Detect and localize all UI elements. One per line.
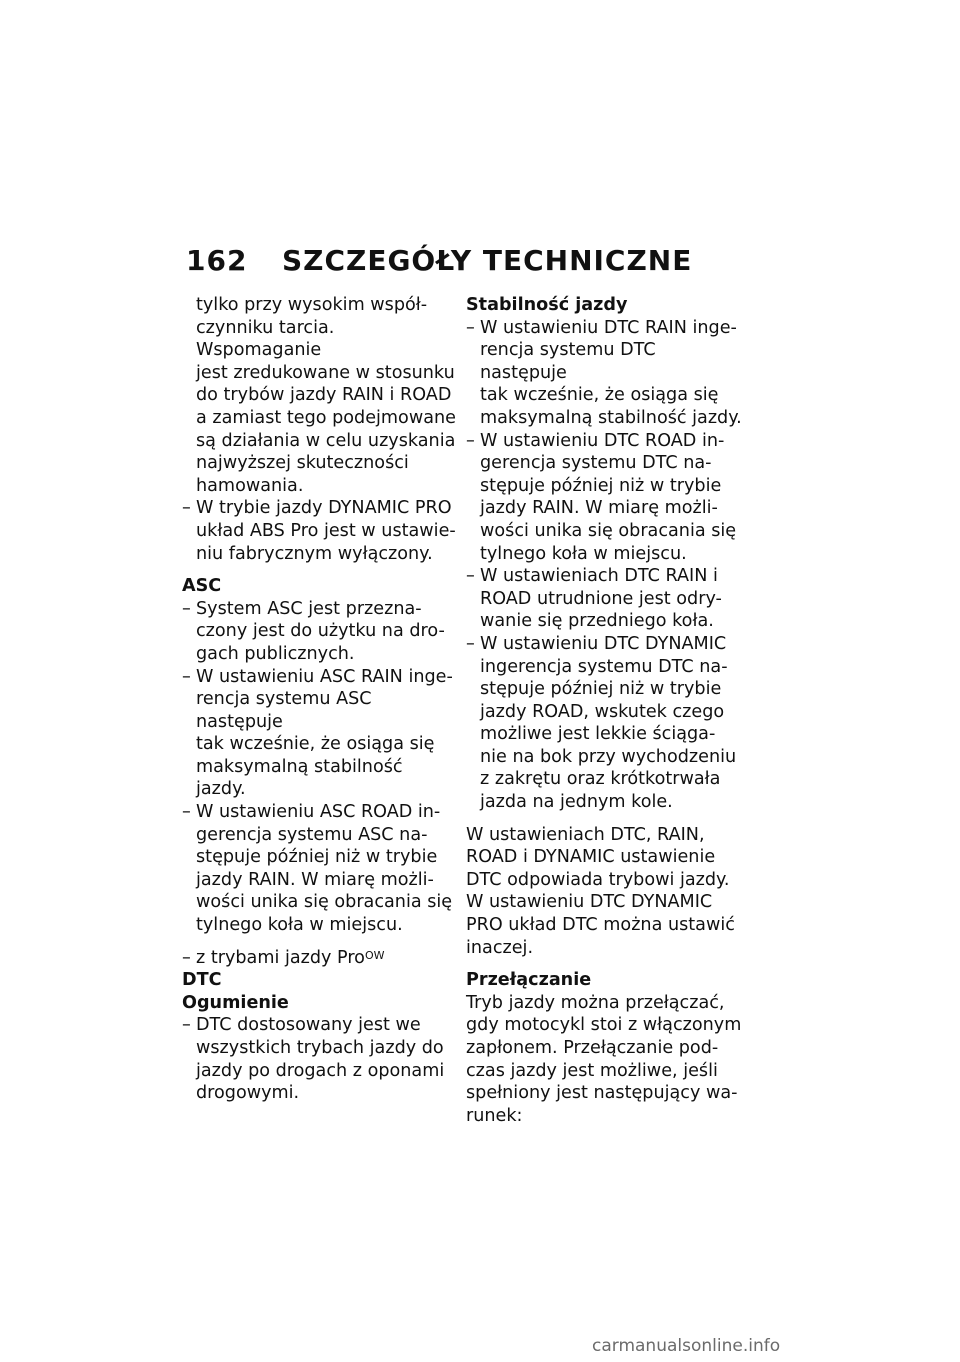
- text-line: spełniony jest następujący wa-: [466, 1083, 738, 1104]
- bullet-dash: –: [466, 317, 475, 338]
- text-line: jazdy RAIN. W miarę możli-: [196, 869, 434, 890]
- text-line: z zakrętu oraz krótkotrwała: [480, 769, 721, 790]
- list-item: [466, 565, 742, 633]
- paragraph-switching: [466, 992, 742, 1128]
- bullet-dash: –: [182, 598, 191, 619]
- text-line: DTC odpowiada trybowi jazdy.: [466, 869, 730, 890]
- bullet-dash: –: [466, 430, 475, 451]
- text-line: runek:: [466, 1105, 523, 1126]
- subheading-switching: Przełączanie: [466, 970, 592, 991]
- text-line: inaczej.: [466, 937, 534, 958]
- text-line: W ustawieniach DTC, RAIN,: [466, 824, 705, 845]
- text-line: wanie się przedniego koła.: [480, 611, 714, 632]
- text-line: W ustawieniu DTC RAIN inge-: [480, 317, 737, 338]
- text-line: wszystkich trybach jazdy do: [196, 1038, 444, 1058]
- text-line: wości unika się obracania się: [480, 520, 737, 541]
- text-line: stępuje później niż w trybie: [480, 475, 722, 496]
- bullet-dash: –: [182, 947, 191, 968]
- text-line: ROAD i DYNAMIC ustawienie: [466, 847, 716, 868]
- section-heading-dtc: DTC: [182, 970, 222, 991]
- text-line: W ustawieniu DTC ROAD in-: [480, 430, 725, 451]
- text-line: czynniku tarcia. Wspomaganie: [196, 317, 335, 361]
- text-line: jest zredukowane w stosunku: [196, 362, 455, 383]
- text-line: nie na bok przy wychodzeniu: [480, 746, 737, 767]
- list-item: [466, 633, 742, 814]
- list-item: [182, 801, 456, 937]
- subheading-stability: Stabilność jazdy: [466, 295, 628, 315]
- bullet-dash: –: [466, 633, 475, 654]
- text-line: czony jest do użytku na dro-: [196, 621, 445, 642]
- text-line: jazdy RAIN. W miarę możli-: [480, 498, 718, 519]
- text-line: gach publicznych.: [196, 643, 355, 664]
- text-line: ingerencja systemu DTC na-: [480, 656, 728, 677]
- text-line: tak wcześnie, że osiąga się: [196, 734, 435, 755]
- text-line: PRO układ DTC można ustawić: [466, 915, 735, 936]
- text-line: możliwe jest lekkie ściąga-: [480, 724, 716, 745]
- right-column: [466, 294, 742, 1127]
- bullet-dash: –: [466, 566, 475, 587]
- section-heading-asc: ASC: [182, 576, 222, 597]
- page-number: 162: [186, 244, 248, 277]
- page-header: [186, 244, 693, 284]
- text-line: gerencja systemu DTC na-: [480, 453, 712, 474]
- text-line: W ustawieniu DTC DYNAMIC: [480, 633, 727, 654]
- text-line: W ustawieniu ASC RAIN inge-: [196, 666, 453, 687]
- paragraph-dtc-settings: [466, 824, 742, 960]
- text-line: W ustawieniach DTC RAIN i: [480, 566, 718, 587]
- list-item: [182, 1014, 456, 1104]
- text-line: a zamiast tego podejmowane: [196, 407, 456, 428]
- text-line: układ ABS Pro jest w ustawie-: [196, 520, 456, 541]
- text-line: jazda na jednym kole.: [480, 792, 673, 813]
- list-item: [466, 317, 742, 430]
- text-line: rencja systemu DTC następuje: [480, 340, 656, 383]
- text-line: DTC dostosowany jest we: [196, 1015, 421, 1036]
- text-line: najwyższej skuteczności: [196, 453, 409, 474]
- bullet-dash: –: [182, 1015, 191, 1036]
- left-column: [182, 294, 456, 1105]
- text-line: niu fabrycznym wyłączony.: [196, 543, 433, 564]
- list-item-pro: [182, 947, 456, 970]
- text-line: stępuje później niż w trybie: [480, 679, 722, 700]
- text-line: tylko przy wysokim współ-: [196, 295, 428, 315]
- text-line: W trybie jazdy DYNAMIC PRO: [196, 498, 452, 519]
- text-line: rencja systemu ASC następuje: [196, 689, 372, 732]
- text-line: gdy motocykl stoi z włączonym: [466, 1015, 742, 1036]
- text-line: maksymalną stabilność jazdy.: [480, 407, 742, 428]
- text-line: jazdy ROAD, wskutek czego: [480, 701, 725, 722]
- text-line: drogowymi.: [196, 1083, 300, 1104]
- ow-superscript: OW: [364, 948, 385, 962]
- text-line: tylnego koła w miejscu.: [480, 543, 687, 564]
- list-item: [182, 598, 456, 666]
- text-line: wości unika się obracania się: [196, 892, 453, 913]
- text-line: tylnego koła w miejscu.: [196, 915, 403, 936]
- text-line: W ustawieniu ASC ROAD in-: [196, 802, 441, 823]
- chapter-title: SZCZEGÓŁY TECHNICZNE: [282, 244, 693, 277]
- text-line: Tryb jazdy można przełączać,: [466, 992, 725, 1013]
- list-item: [182, 666, 456, 802]
- text-line: tak wcześnie, że osiąga się: [480, 385, 719, 406]
- text-line: stępuje później niż w trybie: [196, 847, 438, 868]
- subheading-tyres: Ogumienie: [182, 992, 289, 1013]
- list-item: [182, 497, 456, 565]
- watermark-text: carmanualsonline.info: [592, 1336, 781, 1356]
- text-line: są działania w celu uzyskania: [196, 430, 456, 451]
- bullet-dash: –: [182, 498, 191, 519]
- intro-paragraph: [182, 294, 456, 497]
- bullet-dash: –: [182, 802, 191, 823]
- text-line: System ASC jest przezna-: [196, 598, 422, 619]
- text-line: W ustawieniu DTC DYNAMIC: [466, 892, 713, 913]
- text-line: jazdy po drogach z oponami: [196, 1060, 445, 1081]
- text-line: ROAD utrudnione jest odry-: [480, 588, 722, 609]
- text-line: zapłonem. Przełączanie pod-: [466, 1038, 719, 1058]
- text-line: do trybów jazdy RAIN i ROAD: [196, 385, 452, 406]
- pro-text: z trybami jazdy Pro: [196, 947, 365, 968]
- bullet-dash: –: [182, 666, 191, 687]
- text-line: hamowania.: [196, 475, 304, 496]
- list-item: [466, 430, 742, 566]
- text-line: czas jazdy jest możliwe, jeśli: [466, 1060, 718, 1081]
- text-line: gerencja systemu ASC na-: [196, 824, 428, 845]
- text-line: maksymalną stabilność jazdy.: [196, 756, 403, 800]
